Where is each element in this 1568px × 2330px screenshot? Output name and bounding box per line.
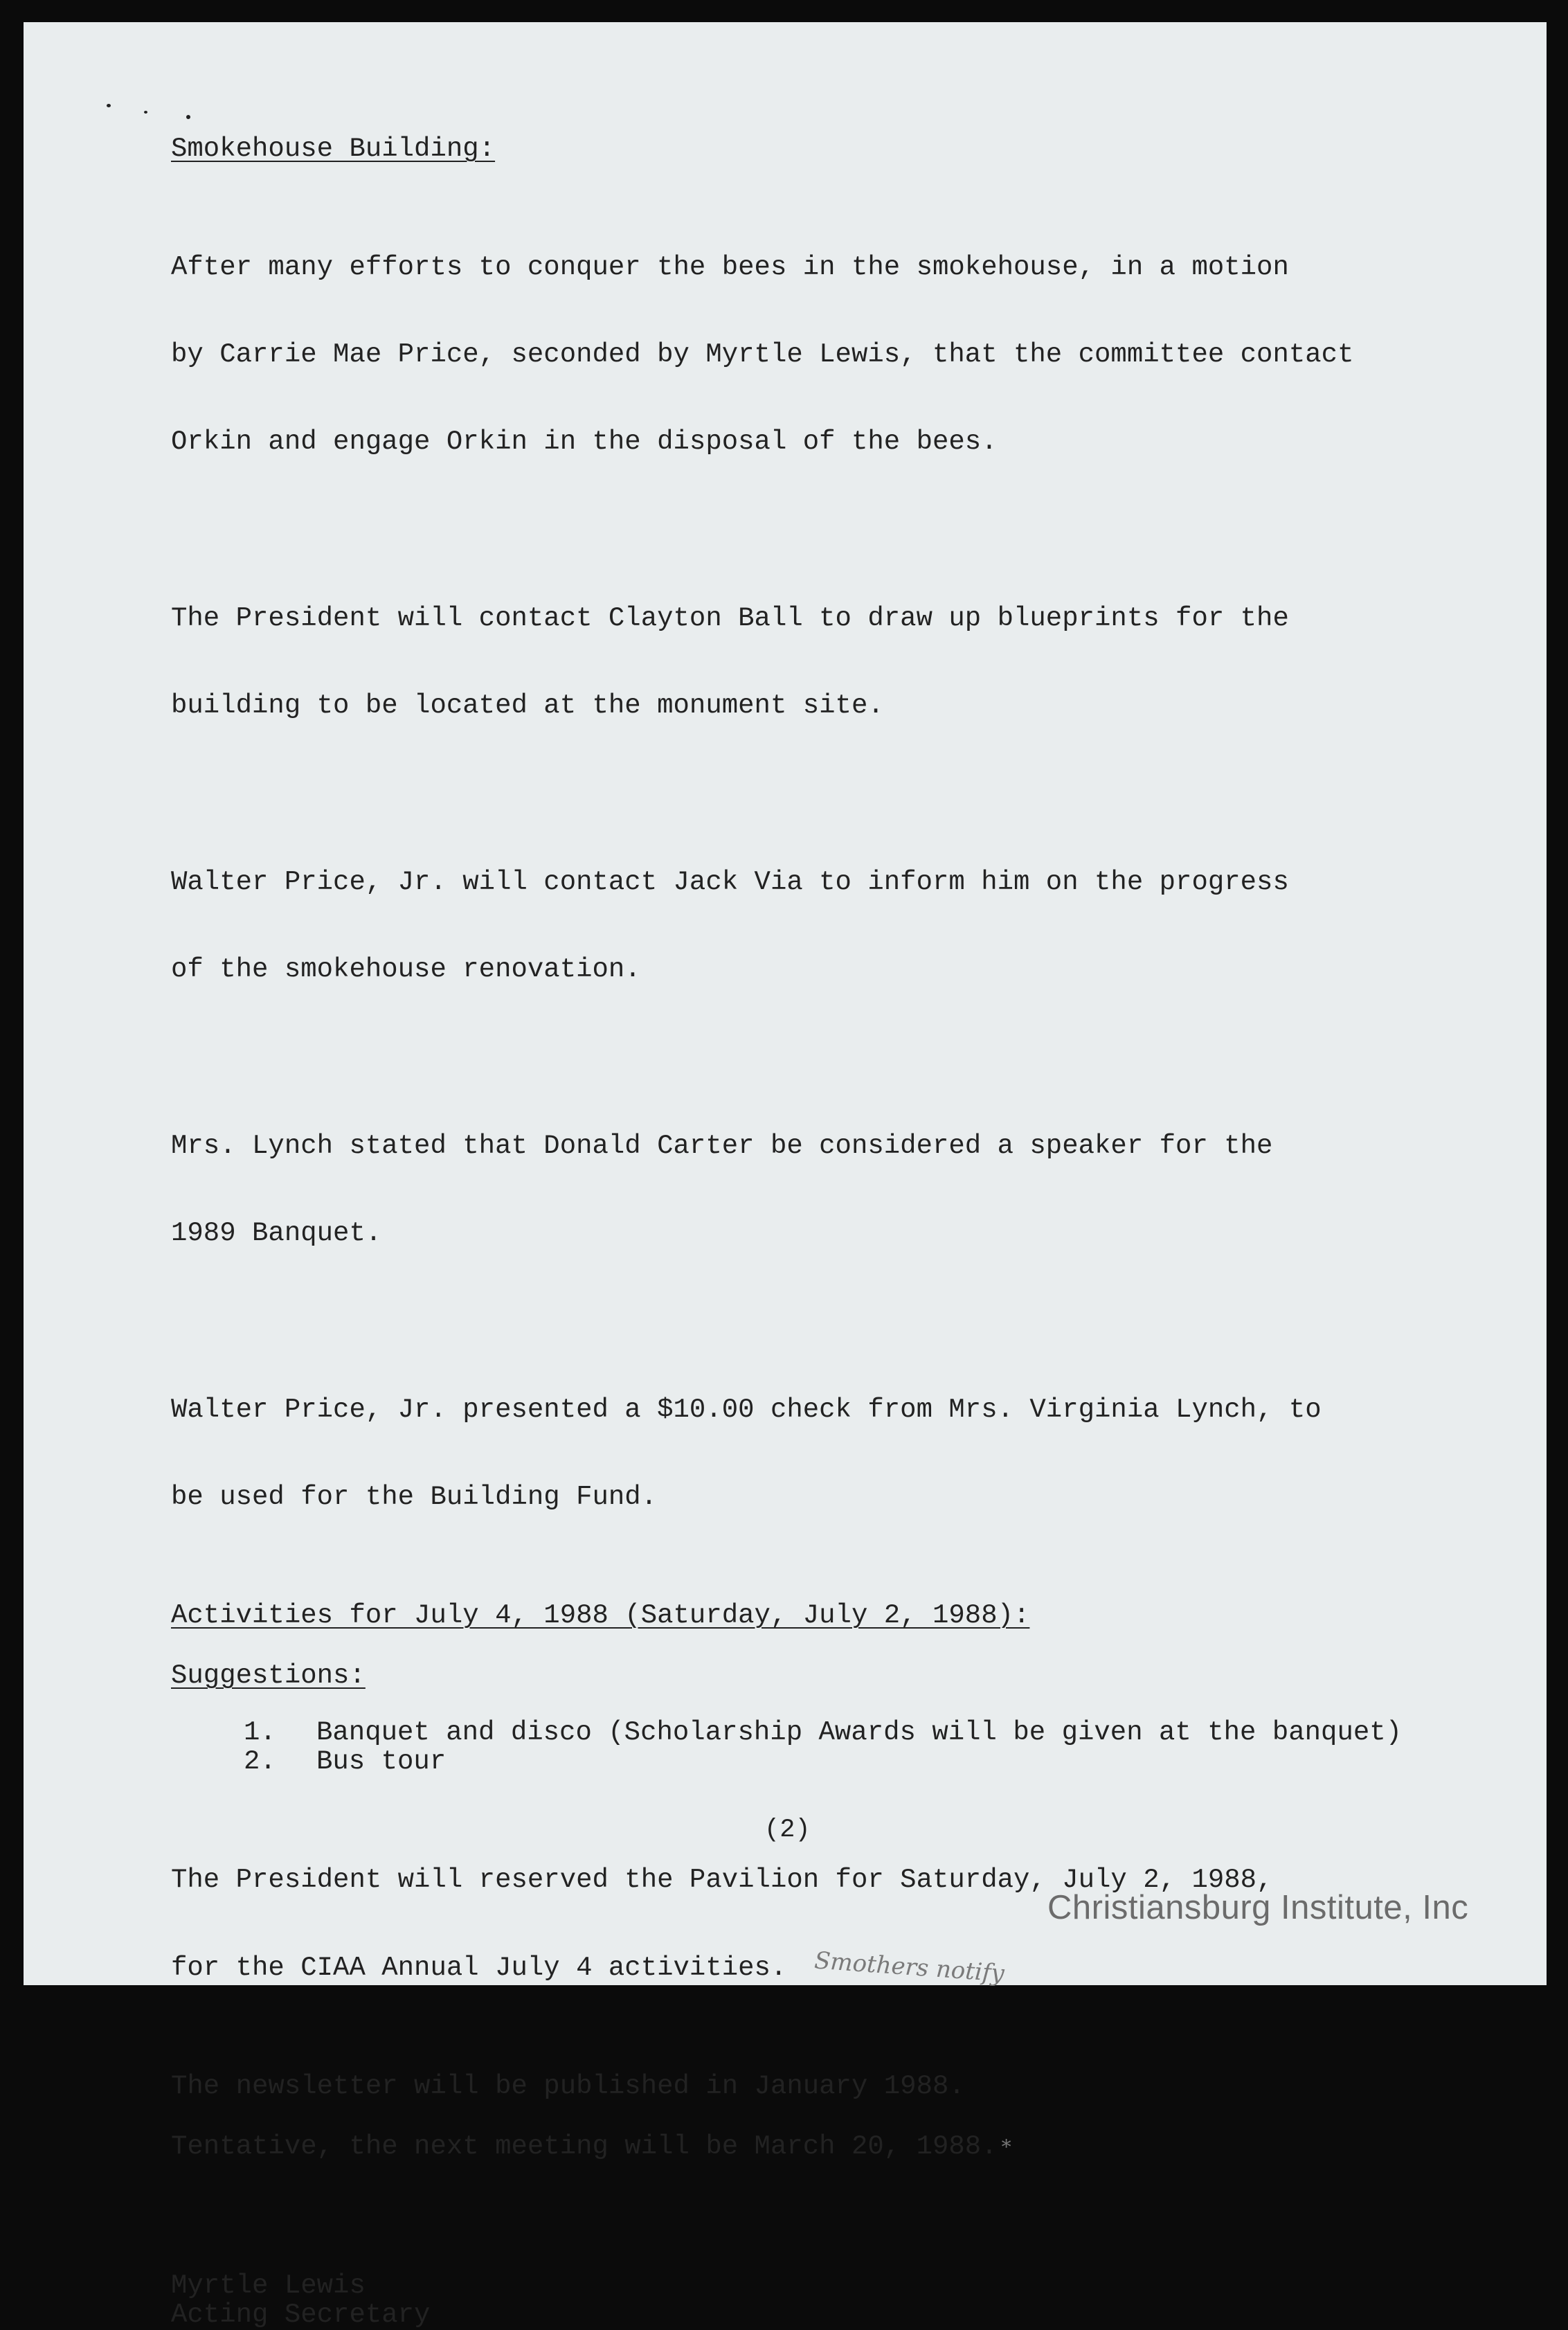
text-line: After many efforts to conquer the bees in the smokehouse, in a motion [171, 252, 1289, 283]
document-page [24, 22, 1547, 2330]
list-item [244, 1747, 1549, 1776]
text-line: The President will reserved the Pavilion for Saturday, July 2, 1988, [171, 1865, 1273, 1895]
text-line: Walter Price, Jr. presented a $10.00 check from Mrs. Virginia Lynch, to [171, 1395, 1322, 1425]
paragraph-blueprints [171, 546, 1549, 778]
list-number: 2. [244, 1746, 276, 1777]
signature-block [171, 2271, 1549, 2329]
section-heading-activities: Activities for July 4, 1988 (Saturday, July 2, 1988): [171, 1600, 1030, 1631]
text-fragment: for the CIAA Annual July 4 activities. [171, 1953, 787, 1983]
text-line: of the smokehouse renovation. [171, 954, 641, 985]
text-line: building to be located at the monument site. [171, 690, 884, 721]
paper-speck [186, 115, 190, 119]
signature-title: Acting Secretary [171, 2300, 431, 2330]
text-line: by Carrie Mae Price, seconded by Myrtle Lewis, that the committee contact [171, 339, 1354, 370]
text-line: The President will contact Clayton Ball to draw up blueprints for the [171, 603, 1289, 634]
paragraph-building-fund [171, 1337, 1549, 1570]
signature-name: Myrtle Lewis [171, 2270, 366, 2301]
paper-speck [107, 104, 111, 107]
handwritten-note: Smothers notify [813, 1946, 1006, 1988]
handwritten-mark: * [1001, 2135, 1011, 2158]
text-line: Orkin and engage Orkin in the disposal of the bees. [171, 427, 998, 457]
text-line: 1989 Banquet. [171, 1218, 382, 1248]
document-body [171, 134, 1549, 2329]
paragraph-bees-motion [171, 195, 1549, 514]
paper-speck [144, 111, 147, 114]
watermark: Christiansburg Institute, Inc [1047, 1889, 1469, 1926]
list-number: 1. [244, 1717, 276, 1748]
paragraph-speaker [171, 1073, 1549, 1306]
paragraph-renovation [171, 809, 1549, 1042]
paragraph-newsletter: The newsletter will be published in January 1988. [171, 2071, 965, 2102]
text-line: Walter Price, Jr. will contact Jack Via to inform him on the progress [171, 867, 1289, 897]
text-line: Mrs. Lynch stated that Donald Carter be considered a speaker for the [171, 1131, 1273, 1161]
list-text: Banquet and disco (Scholarship Awards will be given at the banquet) [316, 1717, 1403, 1748]
text-line: be used for the Building Fund. [171, 1482, 658, 1512]
text-line [171, 1946, 1549, 1988]
list-item [244, 1718, 1549, 1747]
page-number: (2) [764, 1816, 811, 1845]
paragraph-next-meeting [171, 2132, 1549, 2162]
list-text: Bus tour [316, 1746, 447, 1777]
suggestions-list [171, 1718, 1549, 1776]
suggestions-heading: Suggestions: [171, 1660, 366, 1691]
section-heading-smokehouse: Smokehouse Building: [171, 134, 496, 164]
text-fragment: Tentative, the next meeting will be March 20, 1988. [171, 2131, 998, 2162]
